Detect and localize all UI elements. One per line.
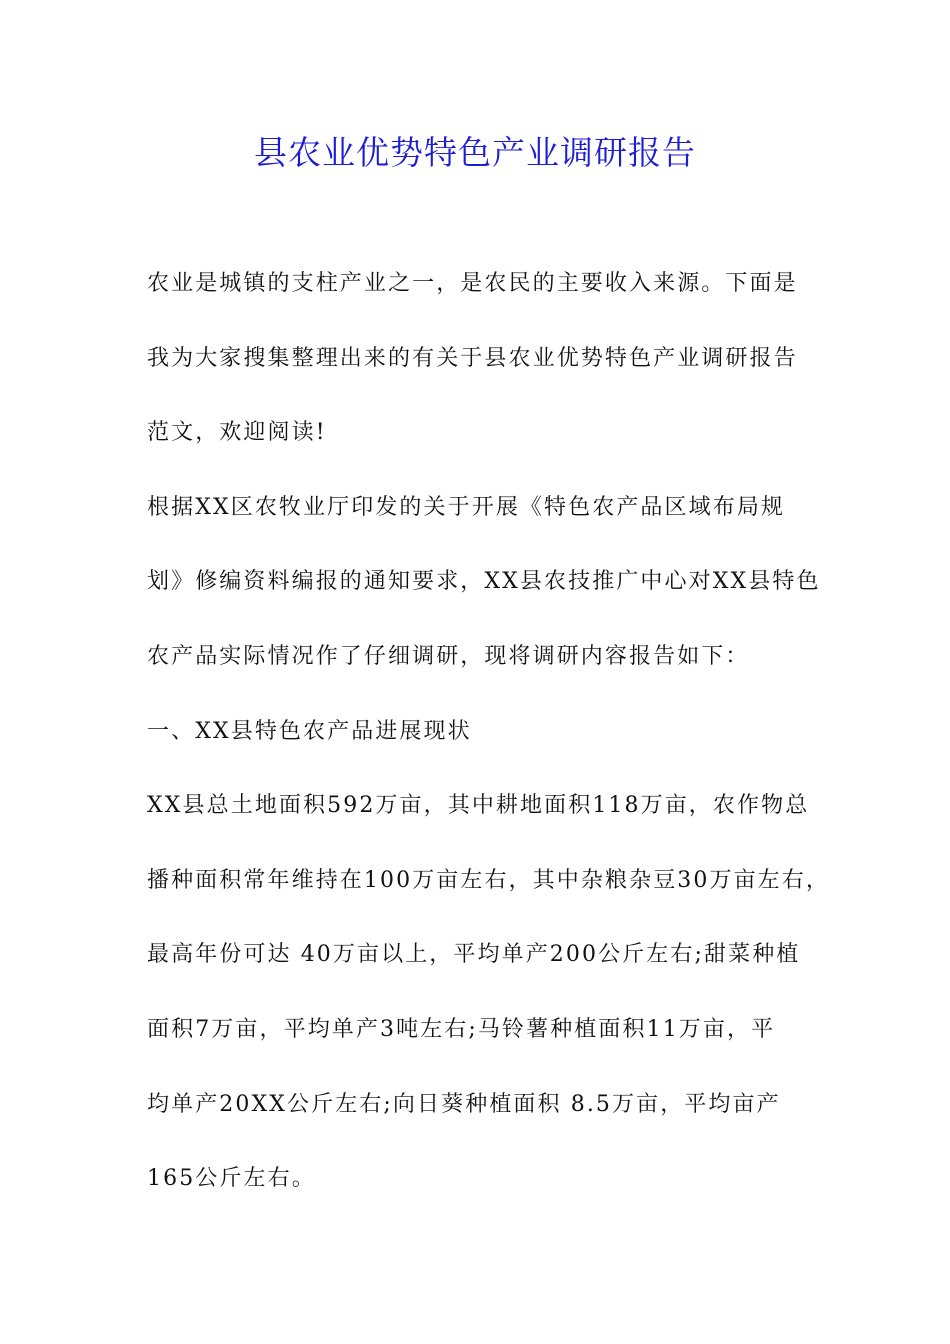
text-line: 播种面积常年维持在100万亩左右，其中杂粮杂豆30万亩左右， bbox=[147, 867, 830, 893]
text-line: XX县总土地面积592万亩，其中耕地面积118万亩，农作物总 bbox=[147, 793, 810, 819]
text-line: 我为大家搜集整理出来的有关于县农业优势特色产业调研报告 bbox=[147, 345, 798, 371]
text-line: 根据XX区农牧业厅印发的关于开展《特色农产品区域布局规 bbox=[147, 494, 786, 520]
text-line: 范文，欢迎阅读! bbox=[147, 420, 327, 446]
text-line: 农业是城镇的支柱产业之一，是农民的主要收入来源。下面是 bbox=[147, 271, 798, 296]
text-line: 面积7万亩，平均单产3吨左右;马铃薯种植面积11万亩，平 bbox=[147, 1016, 776, 1042]
section-heading: 一、XX县特色农产品进展现状 bbox=[147, 718, 472, 744]
text-line: 划》修编资料编报的通知要求，XX县农技推广中心对XX县特色 bbox=[147, 569, 821, 595]
text-line: 165公斤左右。 bbox=[147, 1166, 316, 1192]
document-body bbox=[147, 262, 837, 1232]
document-title: 县农业优势特色产业调研报告 bbox=[254, 133, 696, 172]
text-line: 最高年份可达 40万亩以上，平均单产200公斤左右;甜菜种植 bbox=[147, 942, 801, 968]
text-line: 均单产20XX公斤左右;向日葵种植面积 8.5万亩，平均亩产 bbox=[147, 1091, 781, 1117]
text-line: 农产品实际情况作了仔细调研，现将调研内容报告如下： bbox=[147, 643, 750, 669]
